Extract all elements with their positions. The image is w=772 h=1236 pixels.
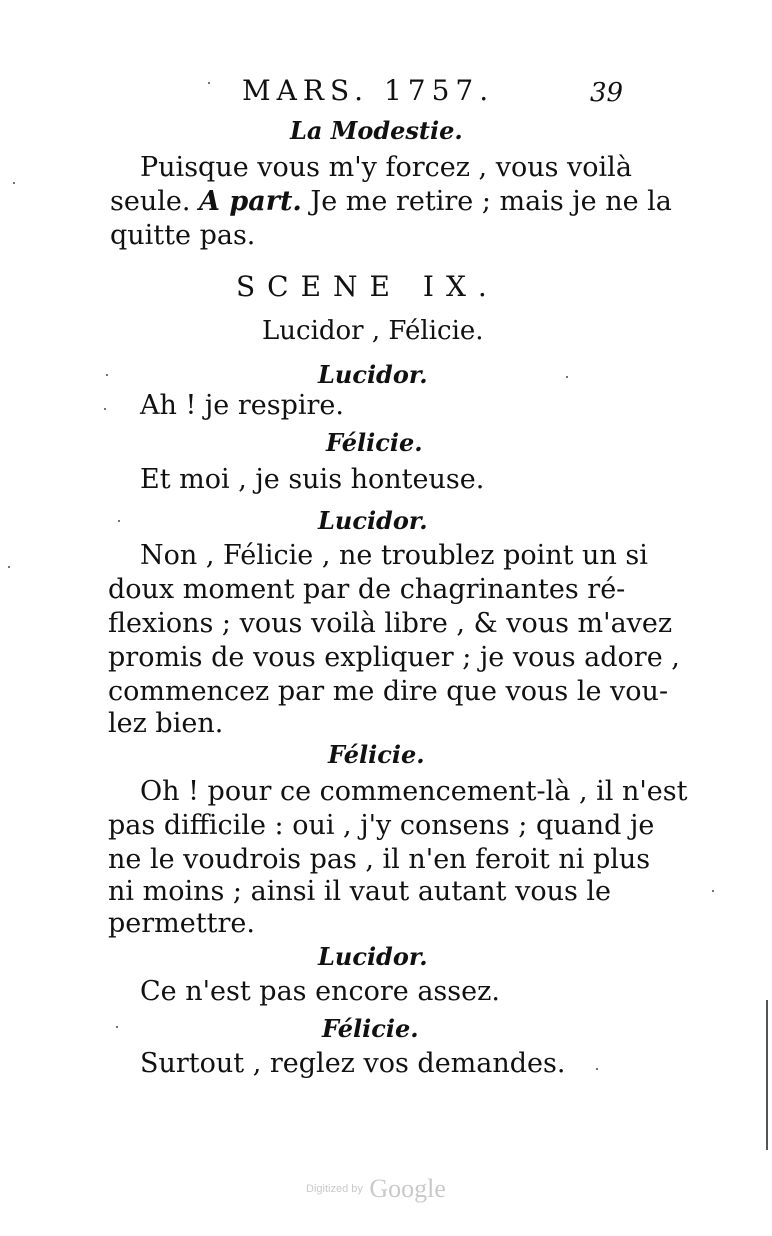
- dialogue-line: pas difficile : oui , j'y consens ; quand je: [108, 810, 655, 841]
- digitization-watermark: [306, 1174, 446, 1204]
- dialogue-line: ni moins ; ainsi il vaut autant vous le: [108, 876, 612, 907]
- dialogue-line: promis de vous expliquer ; je vous adore ,: [108, 642, 680, 673]
- dialogue-line: doux moment par de chagrinantes ré-: [108, 574, 626, 605]
- dialogue-line: flexions ; vous voilà libre , & vous m'avez: [108, 608, 673, 639]
- scan-speck: [118, 520, 120, 522]
- speaker-name: Félicie.: [322, 1014, 419, 1043]
- dialogue-line: permettre.: [108, 908, 255, 939]
- page-number: 39: [590, 78, 624, 108]
- scene-characters: Lucidor , Félicie.: [262, 316, 484, 346]
- scan-speck: [208, 82, 210, 84]
- watermark-brand: Google: [369, 1174, 446, 1203]
- stage-direction: A part.: [199, 186, 302, 217]
- speaker-name: Félicie.: [328, 740, 425, 769]
- dialogue-line: Ah ! je respire.: [140, 390, 344, 421]
- watermark-prefix: Digitized by: [306, 1183, 363, 1195]
- speaker-name: Félicie.: [326, 428, 423, 457]
- dialogue-line: commencez par me dire que vous le vou-: [108, 676, 669, 707]
- scan-speck: [104, 408, 106, 410]
- dialogue-line: lez bien.: [108, 708, 224, 739]
- speaker-name: La Modestie.: [290, 116, 463, 145]
- scan-speck: [13, 182, 15, 184]
- dialogue-line: Surtout , reglez vos demandes.: [140, 1048, 566, 1079]
- scan-speck: [596, 1068, 598, 1070]
- dialogue-line: Oh ! pour ce commencement-là , il n'est: [140, 776, 688, 807]
- speaker-name: Lucidor.: [318, 506, 428, 535]
- text-fragment: Je me retire ; mais je ne la: [301, 186, 672, 217]
- dialogue-line: Et moi , je suis honteuse.: [140, 464, 485, 495]
- scan-speck: [116, 1026, 118, 1028]
- text-fragment: seule.: [110, 186, 200, 217]
- text-line: quitte pas.: [110, 220, 256, 251]
- page-edge-shadow: [766, 1000, 768, 1150]
- scan-speck: [106, 374, 108, 376]
- dialogue-line: Ce n'est pas encore assez.: [140, 976, 500, 1007]
- scan-speck: [566, 376, 568, 378]
- scan-speck: [712, 890, 714, 892]
- running-header-title: MARS. 1757.: [242, 74, 495, 107]
- scene-heading: SCENE IX.: [236, 270, 499, 303]
- dialogue-line: ne le voudrois pas , il n'en feroit ni plus: [108, 844, 651, 875]
- text-line: Puisque vous m'y forcez , vous voilà: [140, 152, 632, 183]
- text-line-with-stage-direction: [110, 186, 672, 218]
- speaker-name: Lucidor.: [318, 360, 428, 389]
- dialogue-line: Non , Félicie , ne troublez point un si: [140, 540, 648, 571]
- scan-speck: [8, 566, 10, 568]
- speaker-name: Lucidor.: [318, 942, 428, 971]
